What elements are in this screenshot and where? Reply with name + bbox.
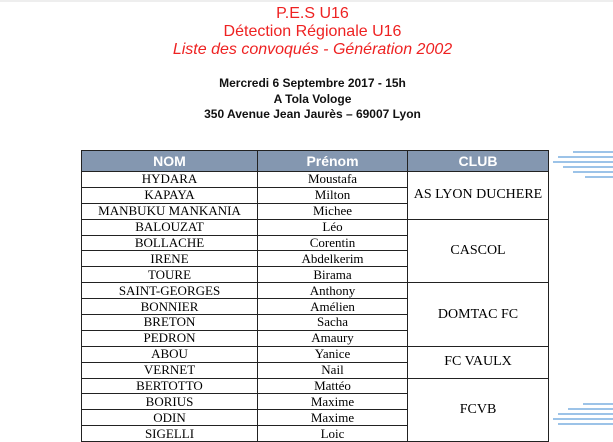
cell-prenom: Amélien [258, 299, 408, 315]
cell-prenom: Maxime [258, 410, 408, 426]
table-row [82, 172, 549, 188]
cell-nom: BERTOTTO [82, 378, 258, 394]
cell-prenom: Abdelkerim [258, 251, 408, 267]
cell-prenom: Amaury [258, 330, 408, 346]
cell-prenom: Mattéo [258, 378, 408, 394]
cell-club: FC VAULX [408, 346, 549, 378]
cell-prenom: Birama [258, 267, 408, 283]
cell-prenom: Corentin [258, 235, 408, 251]
cell-nom: KAPAYA [82, 187, 258, 203]
cell-club: DOMTAC FC [408, 283, 549, 347]
column-header-prenom: Prénom [258, 151, 408, 172]
cell-club: AS LYON DUCHERE [408, 172, 549, 220]
cell-prenom: Maxime [258, 394, 408, 410]
table-header [82, 151, 549, 172]
title-pes: P.E.S U16 [276, 5, 349, 22]
event-address: 350 Avenue Jean Jaurès – 69007 Lyon [204, 107, 421, 121]
cell-prenom: Loic [258, 426, 408, 442]
cell-prenom: Yanice [258, 346, 408, 362]
cell-nom: BRETON [82, 315, 258, 331]
event-info [0, 76, 613, 123]
event-place: A Tola Vologe [273, 91, 352, 106]
cell-nom: BALOUZAT [82, 219, 258, 235]
cell-nom: BONNIER [82, 299, 258, 315]
table-row [82, 346, 549, 362]
column-header-nom: NOM [82, 151, 258, 172]
cell-nom: HYDARA [82, 172, 258, 188]
cell-prenom: Léo [258, 219, 408, 235]
cell-nom: BOLLACHE [82, 235, 258, 251]
title-list: Liste des convoqués - Génération 2002 [172, 41, 453, 58]
table-row [82, 283, 549, 299]
cell-prenom: Sacha [258, 315, 408, 331]
decorative-stripes-icon [543, 400, 613, 425]
cell-nom: SAINT-GEORGES [82, 283, 258, 299]
cell-club: CASCOL [408, 219, 549, 283]
players-table [81, 150, 549, 442]
column-header-club: CLUB [408, 151, 549, 172]
decorative-stripes-icon [543, 148, 613, 178]
cell-nom: ABOU [82, 346, 258, 362]
cell-prenom: Moustafa [258, 172, 408, 188]
cell-prenom: Michee [258, 203, 408, 219]
cell-club: FCVB [408, 378, 549, 442]
cell-nom: VERNET [82, 362, 258, 378]
event-date: Mercredi 6 Septembre 2017 - 15h [219, 76, 406, 90]
title-detection: Détection Régionale U16 [223, 23, 402, 40]
cell-prenom: Nail [258, 362, 408, 378]
cell-nom: MANBUKU MANKANIA [82, 203, 258, 219]
document-titles [0, 5, 613, 59]
cell-nom: TOURE [82, 267, 258, 283]
cell-prenom: Anthony [258, 283, 408, 299]
cell-prenom: Milton [258, 187, 408, 203]
cell-nom: ODIN [82, 410, 258, 426]
cell-nom: IRENE [82, 251, 258, 267]
cell-nom: SIGELLI [82, 426, 258, 442]
table-row [82, 219, 549, 235]
page-top-border [0, 0, 613, 2]
cell-nom: BORIUS [82, 394, 258, 410]
cell-nom: PEDRON [82, 330, 258, 346]
table-row [82, 378, 549, 394]
